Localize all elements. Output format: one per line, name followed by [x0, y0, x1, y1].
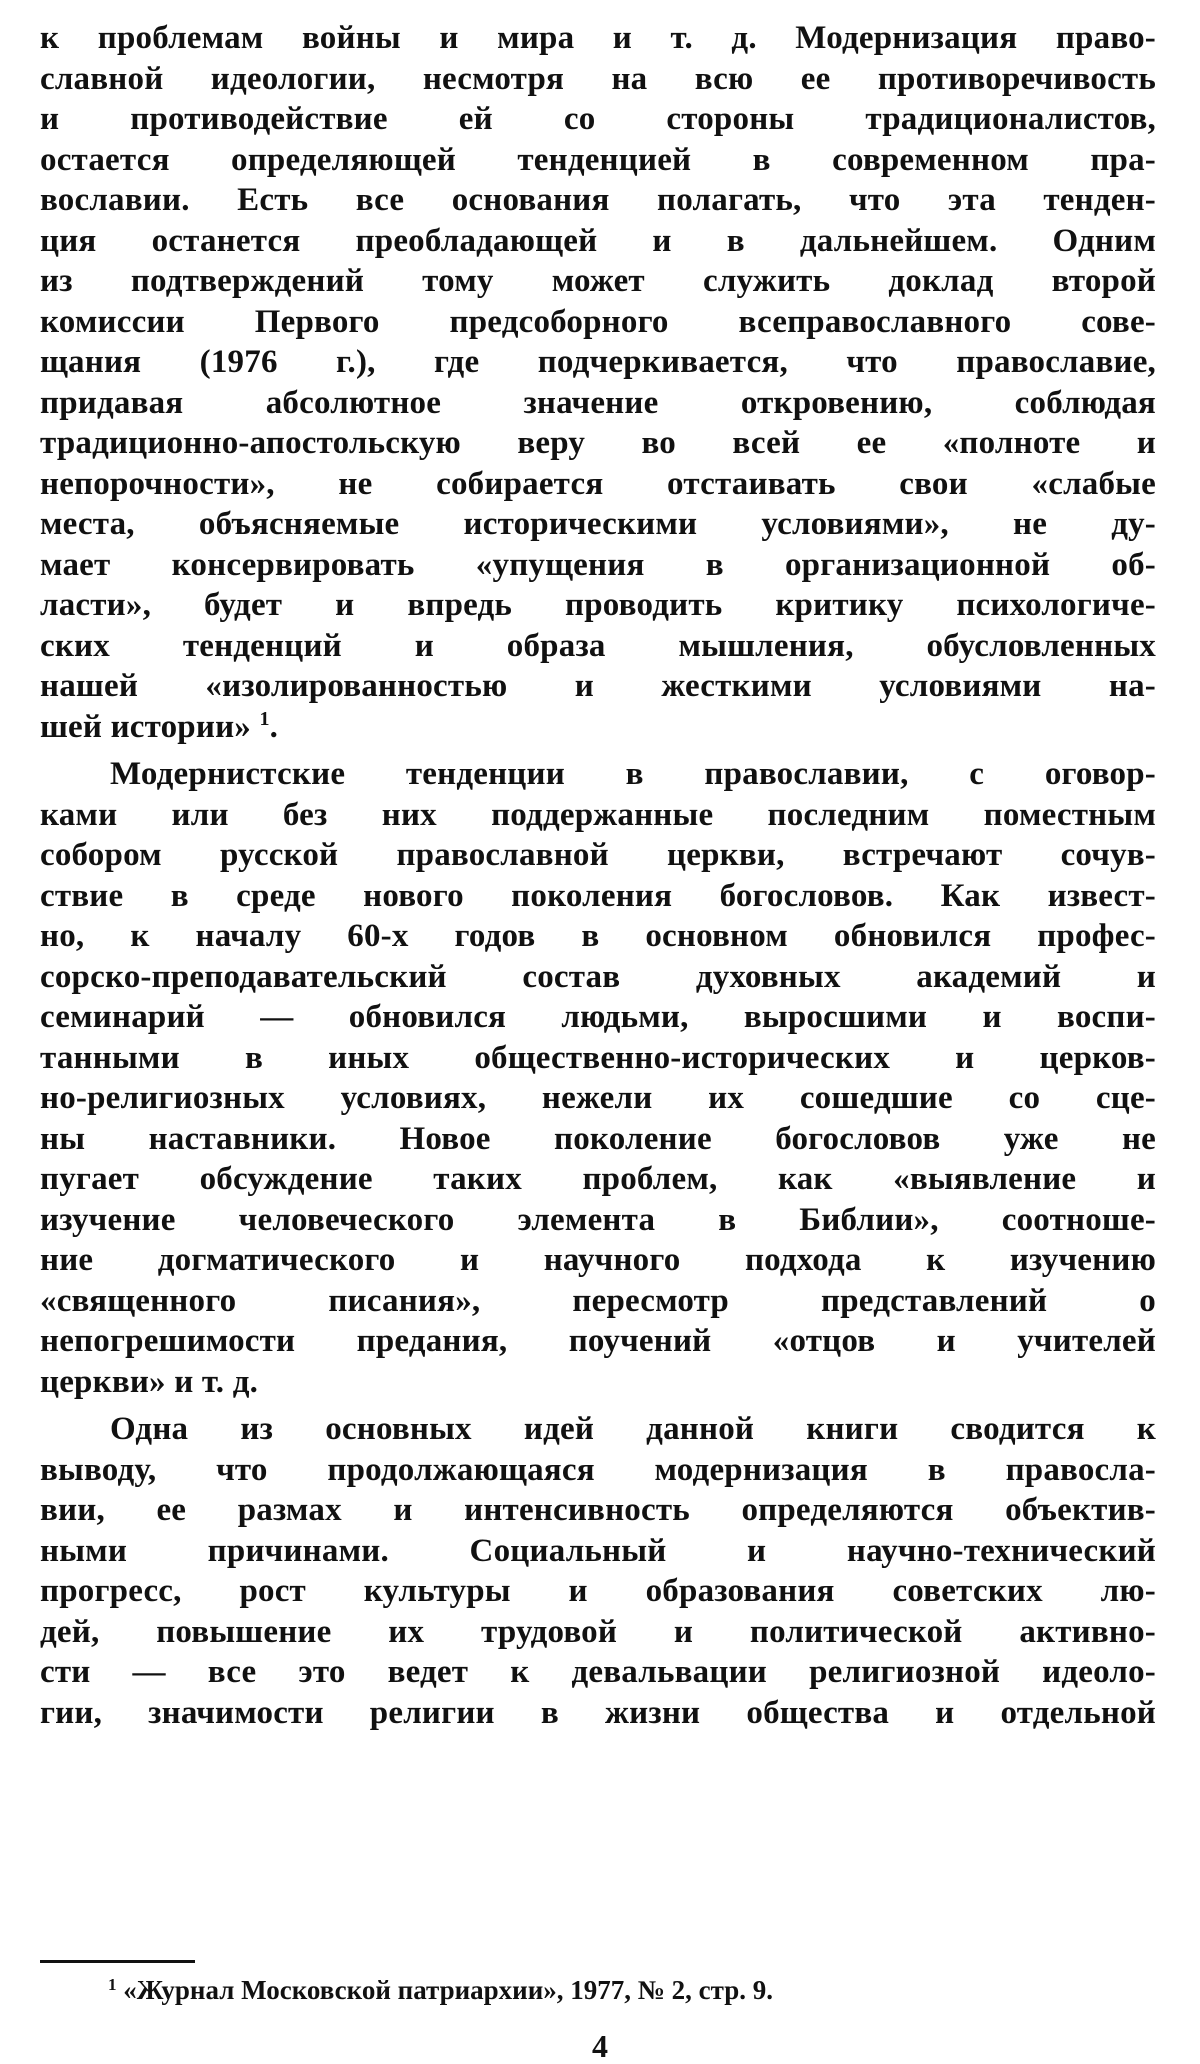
footnote-marker: 1 — [108, 1975, 117, 1994]
text-line: ние догматического и научного подхода к изучению — [40, 1242, 1156, 1278]
text-line: но-религиозных условиях, нежели их сошедшие со сце- — [40, 1080, 1156, 1116]
text-line: ками или без них поддержанные последним поместным — [40, 796, 1156, 833]
text-line-last — [40, 707, 1156, 748]
text-line: места, объясняемые историческими условиями», не ду- — [40, 506, 1156, 542]
text-line: пугает обсуждение таких проблем, как «выявление и — [40, 1161, 1156, 1197]
text-line: щания (1976 г.), где подчеркивается, что православие, — [40, 344, 1156, 380]
text-line-last: церкви» и т. д. — [40, 1363, 259, 1400]
text-line: сти — все это ведет к девальвации религиозной идеоло- — [40, 1654, 1156, 1690]
text-line: непогрешимости предания, поучений «отцов и учителей — [40, 1323, 1156, 1359]
text-line: вии, ее размах и интенсивность определяются объектив- — [40, 1492, 1156, 1528]
text-line: ласти», будет и впредь проводить критику психологиче- — [40, 587, 1156, 623]
page-body — [40, 18, 1156, 1733]
text-line: вославии. Есть все основания полагать, что эта тенден- — [40, 182, 1156, 218]
text-line: сорско-преподавательский состав духовных академий и — [40, 958, 1156, 995]
text-line: прогресс, рост культуры и образования советских лю- — [40, 1573, 1156, 1609]
text-line: остается определяющей тенденцией в современном пра- — [40, 141, 1156, 178]
footnote-divider — [40, 1960, 195, 1963]
text-line: гии, значимости религии в жизни общества и отдельной — [40, 1694, 1156, 1731]
page-number: 4 — [592, 2028, 608, 2064]
text-line: ствие в среде нового поколения богословов. Как извест- — [40, 877, 1156, 914]
text-line: собором русской православной церкви, встречают сочув- — [40, 837, 1156, 873]
text-line: но, к началу 60-х годов в основном обновился профес- — [40, 918, 1156, 954]
text-line: придавая абсолютное значение откровению, соблюдая — [40, 384, 1156, 421]
text-line: комиссии Первого предсоборного всеправославного сове- — [40, 303, 1156, 340]
text-line: танными в иных общественно-исторических и церков- — [40, 1039, 1156, 1076]
text-line: нашей «изолированностью и жесткими условиями на- — [40, 668, 1156, 704]
text-fragment: . — [269, 708, 279, 745]
text-line: непорочности», не собирается отстаивать свои «слабые — [40, 465, 1156, 502]
text-line: славной идеологии, несмотря на всю ее противоречивость — [40, 60, 1156, 97]
text-line: выводу, что продолжающаяся модернизация в правосла- — [40, 1451, 1156, 1488]
text-line: «священного писания», пересмотр представлений о — [40, 1282, 1156, 1319]
text-fragment: шей истории» — [40, 708, 251, 745]
text-line: Модернистские тенденции в православии, с оговор- — [110, 756, 1156, 792]
paragraph-2 — [40, 754, 1156, 1402]
text-line: к проблемам войны и мира и т. д. Модернизация право- — [40, 20, 1156, 56]
footnote-text: «Журнал Московской патриархии», 1977, № 2, стр. 9. — [123, 1975, 774, 2005]
paragraph-3 — [40, 1409, 1156, 1733]
text-line: из подтверждений тому может служить доклад второй — [40, 263, 1156, 299]
text-line: ских тенденций и образа мышления, обусловленных — [40, 627, 1156, 664]
text-line: и противодействие ей со стороны традиционалистов, — [40, 101, 1156, 137]
footnote-reference: 1 — [259, 707, 270, 730]
paragraph-1 — [40, 18, 1156, 747]
text-line: семинарий — обновился людьми, выросшими и воспи- — [40, 999, 1156, 1035]
text-line: изучение человеческого элемента в Библии», соотноше- — [40, 1201, 1156, 1238]
text-line: ными причинами. Социальный и научно-технический — [40, 1532, 1156, 1569]
text-line: дей, повышение их трудовой и политической активно- — [40, 1613, 1156, 1650]
footnote — [108, 1974, 773, 2006]
text-line: ны наставники. Новое поколение богословов уже не — [40, 1120, 1156, 1157]
text-line: мает консервировать «упущения в организационной об- — [40, 546, 1156, 583]
text-line: традиционно-апостольскую веру во всей ее «полноте и — [40, 425, 1156, 461]
text-line: Одна из основных идей данной книги сводится к — [110, 1411, 1156, 1447]
text-line: ция останется преобладающей и в дальнейшем. Одним — [40, 222, 1156, 259]
